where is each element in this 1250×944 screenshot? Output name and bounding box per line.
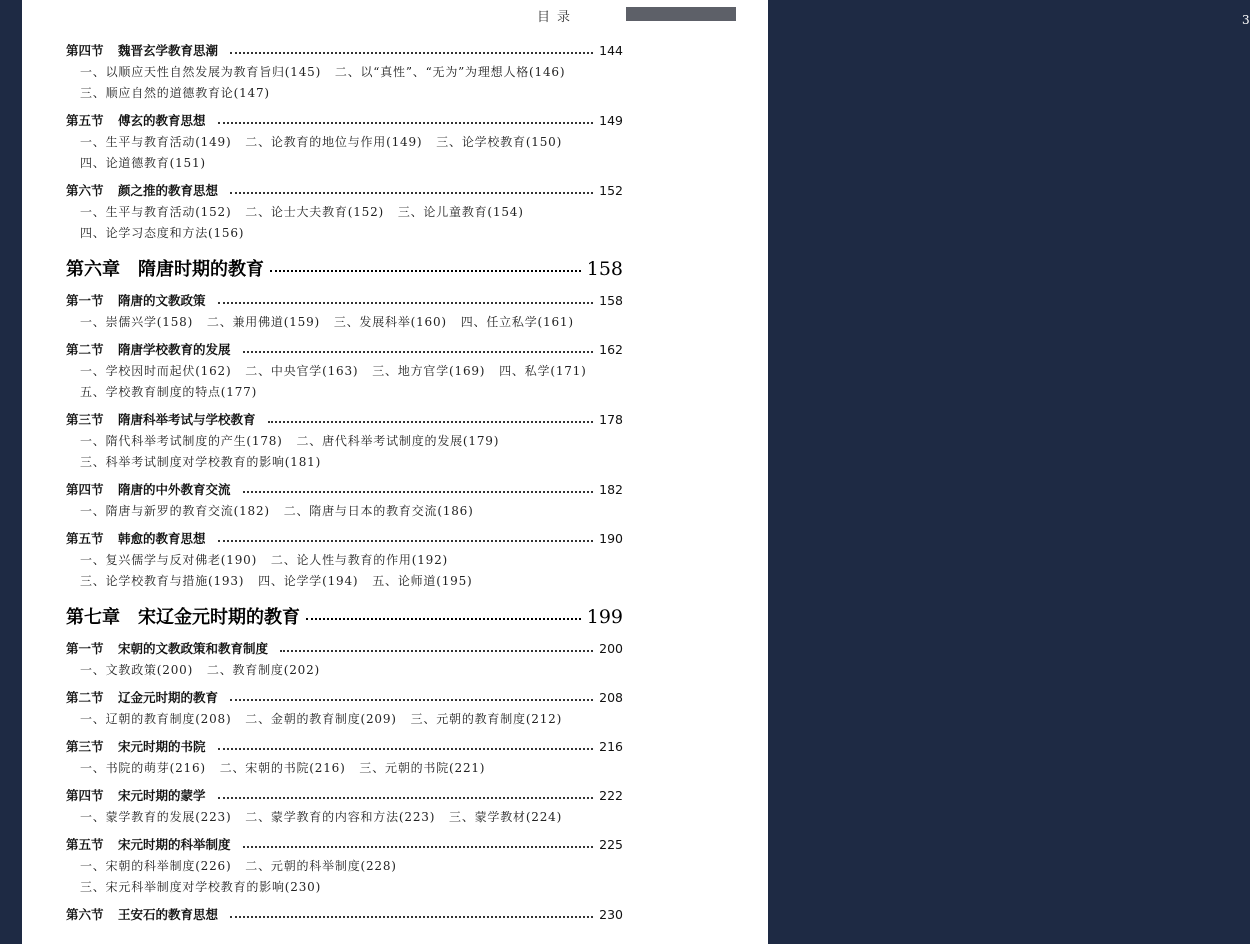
section-number: 第五节 [66,837,104,852]
leader-dots [218,748,593,750]
section-number: 第六节 [66,183,104,198]
toc-section [66,479,623,522]
leader-dots [243,491,593,493]
leader-dots [280,650,593,652]
leader-dots [230,916,593,918]
section-heading[interactable] [66,409,623,431]
section-title: 隋唐科举考试与学校教育 [118,412,256,427]
toc-section [66,180,623,244]
toc-section [66,110,623,174]
section-title: 隋唐的中外教育交流 [118,482,231,497]
leader-dots [230,192,593,194]
section-number: 第五节 [66,113,104,128]
section-heading[interactable] [66,834,623,856]
section-title: 宋元时期的蒙学 [118,788,206,803]
subsection-line: 三、顺应自然的道德教育论(147) [80,86,270,100]
subsection-line: 一、学校因时而起伏(162) 二、中央官学(163) 三、地方官学(169) 四、私学(171) [80,364,587,378]
section-heading[interactable] [66,40,623,62]
section-page: 216 [599,739,623,754]
chapter-page: 199 [586,606,623,628]
section-heading[interactable] [66,736,623,758]
toc-section [66,528,623,592]
header-page-bar [626,7,1250,27]
subsection-line: 四、论学习态度和方法(156) [80,226,245,240]
section-heading[interactable] [66,638,623,660]
toc-section [66,687,623,730]
section-title: 魏晋玄学教育思潮 [118,43,219,58]
section-number: 第三节 [66,412,104,427]
section-heading[interactable] [66,110,623,132]
subsection-line: 一、生平与教育活动(152) 二、论士大夫教育(152) 三、论儿童教育(154) [80,205,524,219]
section-heading[interactable] [66,339,623,361]
subsection-line: 一、文教政策(200) 二、教育制度(202) [80,663,320,677]
subsection-line: 一、以顺应天性自然发展为教育旨归(145) 二、以“真性”、“无为”为理想人格(146) [80,65,566,79]
document-page [22,0,1250,944]
toc-section [66,736,623,779]
subsection-line: 五、学校教育制度的特点(177) [80,385,258,399]
toc-section [66,785,623,828]
leader-dots [243,846,593,848]
leader-dots [230,699,593,701]
section-title: 辽金元时期的教育 [118,690,219,705]
section-page: 182 [599,482,623,497]
leader-dots [218,302,593,304]
toc-section [66,834,623,898]
section-page: 144 [599,43,623,58]
section-number: 第一节 [66,293,104,308]
chapter-title: 隋唐时期的教育 [138,259,264,280]
subsection-line: 一、蒙学教育的发展(223) 二、蒙学教育的内容和方法(223) 三、蒙学教材(224) [80,810,563,824]
section-number: 第二节 [66,690,104,705]
toc-section [66,290,623,333]
subsection-line: 三、宋元科举制度对学校教育的影响(230) [80,880,322,894]
section-title: 韩愈的教育思想 [118,531,206,546]
section-number: 第四节 [66,43,104,58]
section-number: 第二节 [66,342,104,357]
section-number: 第四节 [66,788,104,803]
section-number: 第三节 [66,739,104,754]
toc-section [66,40,623,104]
section-title: 宋朝的文教政策和教育制度 [118,641,269,656]
subsection-line: 四、论道德教育(151) [80,156,206,170]
leader-dots [243,351,593,353]
chapter-title: 宋辽金元时期的教育 [138,607,300,628]
leader-dots [268,421,593,423]
subsection-line: 一、辽朝的教育制度(208) 二、金朝的教育制度(209) 三、元朝的教育制度(212) [80,712,563,726]
leader-dots [306,618,581,620]
section-heading[interactable] [66,528,623,550]
section-title: 宋元时期的书院 [118,739,206,754]
section-page: 200 [599,641,623,656]
subsection-line: 三、论学校教育与措施(193) 四、论学学(194) 五、论师道(195) [80,574,473,588]
section-page: 190 [599,531,623,546]
section-page: 152 [599,183,623,198]
section-page: 149 [599,113,623,128]
section-heading[interactable] [66,904,623,926]
section-number: 第一节 [66,641,104,656]
section-heading[interactable] [66,785,623,807]
section-page: 162 [599,342,623,357]
section-title: 王安石的教育思想 [118,907,219,922]
section-title: 颜之推的教育思想 [118,183,219,198]
subsection-line: 一、书院的萌芽(216) 二、宋朝的书院(216) 三、元朝的书院(221) [80,761,486,775]
section-page: 178 [599,412,623,427]
toc-section [66,638,623,681]
leader-dots [230,52,593,54]
leader-dots [218,797,593,799]
chapter-number: 第六章 [66,259,120,280]
table-of-contents [66,40,623,932]
chapter-number: 第七章 [66,607,120,628]
header-title: 目录 [537,10,578,25]
leader-dots [218,122,593,124]
subsection-line: 一、宋朝的科举制度(226) 二、元朝的科举制度(228) [80,859,397,873]
subsection-line: 三、科举考试制度对学校教育的影响(181) [80,455,322,469]
section-page: 208 [599,690,623,705]
section-heading[interactable] [66,290,623,312]
section-page: 225 [599,837,623,852]
section-heading[interactable] [66,180,623,202]
section-title: 隋唐学校教育的发展 [118,342,231,357]
section-title: 傅玄的教育思想 [118,113,206,128]
toc-chapter[interactable] [66,254,623,284]
toc-section [66,339,623,403]
section-number: 第四节 [66,482,104,497]
leader-dots [270,270,581,272]
header-page-number: 3 [1242,13,1250,27]
toc-section [66,904,623,926]
section-page: 158 [599,293,623,308]
leader-dots [218,540,593,542]
subsection-line: 一、隋代科举考试制度的产生(178) 二、唐代科举考试制度的发展(179) [80,434,500,448]
subsection-line: 一、生平与教育活动(149) 二、论教育的地位与作用(149) 三、论学校教育(150) [80,135,563,149]
section-number: 第五节 [66,531,104,546]
section-page: 230 [599,907,623,922]
toc-section [66,409,623,473]
section-heading[interactable] [66,687,623,709]
section-page: 222 [599,788,623,803]
subsection-line: 一、隋唐与新罗的教育交流(182) 二、隋唐与日本的教育交流(186) [80,504,474,518]
section-heading[interactable] [66,479,623,501]
toc-chapter[interactable] [66,602,623,632]
subsection-line: 一、复兴儒学与反对佛老(190) 二、论人性与教育的作用(192) [80,553,448,567]
section-title: 隋唐的文教政策 [118,293,206,308]
section-number: 第六节 [66,907,104,922]
section-title: 宋元时期的科举制度 [118,837,231,852]
chapter-page: 158 [586,258,623,280]
subsection-line: 一、崇儒兴学(158) 二、兼用佛道(159) 三、发展科举(160) 四、任立私学(161) [80,315,574,329]
